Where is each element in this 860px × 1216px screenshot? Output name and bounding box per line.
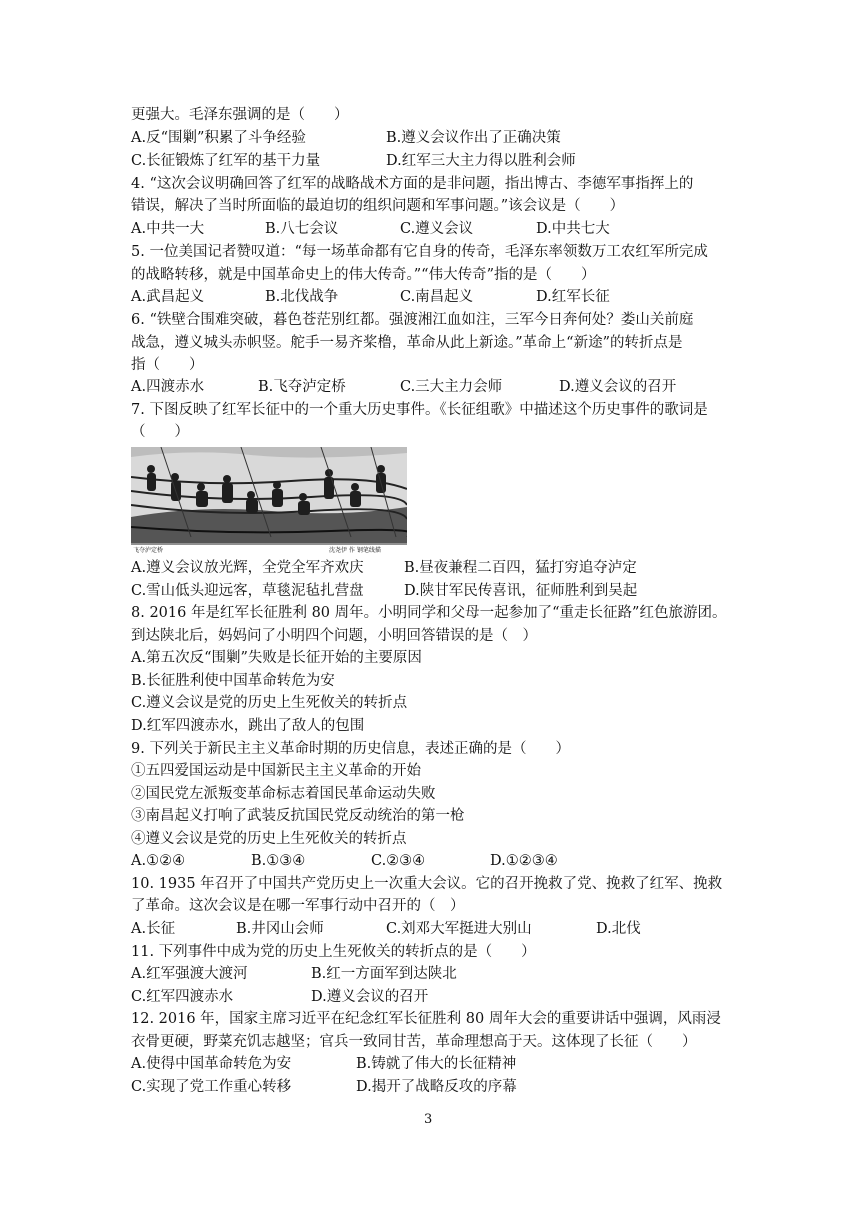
text-line: 到达陕北后，妈妈问了小明四个问题，小明回答错误的是（ ） [131,628,537,644]
question-12: 12. 2016 年，国家主席习近平在纪念红军长征胜利 80 周年大会的重要讲话中强调，风雨浸 [131,1011,721,1027]
option-d: D.揭开了战略反攻的序幕 [356,1079,517,1095]
option-b: B.①③④ [251,853,306,869]
option-c: C.南昌起义 [400,289,474,305]
option-a: A.使得中国革命转危为安 [131,1056,292,1072]
option-b: B.飞夺泸定桥 [258,379,346,395]
option-c: C.红军四渡赤水 [131,989,234,1005]
text-line: 指（ ） [131,357,204,373]
option-a: A.中共一大 [131,221,205,237]
option-c: C.遵义会议是党的历史上生死攸关的转折点 [131,695,408,711]
option-b: B.铸就了伟大的长征精神 [356,1056,517,1072]
option-a: A.四渡赤水 [131,379,205,395]
question-4: 4. “这次会议明确回答了红军的战略战术方面的是非问题，指出博古、李德军事指挥上的 [131,176,694,192]
option-b: B.昼夜兼程二百四，猛打穷追夺泸定 [404,560,637,576]
option-c: C.实现了党工作重心转移 [131,1079,292,1095]
option-a: A.第五次反“围剿”失败是长征开始的主要原因 [131,650,422,666]
luding-bridge-illustration [131,447,407,554]
option-b: B.红一方面军到达陕北 [311,966,457,982]
option-d: D.①②③④ [490,853,558,869]
text-line: 衣骨更硬，野菜充饥志越坚；官兵一致同甘苦，革命理想高于天。这体现了长征（ ） [131,1034,697,1050]
statement-3: ③南昌起义打响了武装反抗国民党反动统治的第一枪 [131,808,465,824]
text-line: 的战略转移，就是中国革命史上的伟大传奇。”“伟大传奇”指的是（ ） [131,267,596,283]
option-d: D.红军四渡赤水，跳出了敌人的包围 [131,718,365,734]
figure-caption-right: 沈尧伊 作 钢笔线描 [329,547,381,554]
option-d: D.遵义会议的召开 [311,989,429,1005]
text-line: 更强大。毛泽东强调的是（ ） [131,107,349,123]
text-line: 战急，遵义城头赤帜竖。舵手一易齐桨橹，革命从此上新途。”革命上“新途”的转折点是 [131,335,683,351]
question-9: 9. 下列关于新民主主义革命时期的历史信息，表述正确的是（ ） [131,741,570,757]
option-d: D.遵义会议的召开 [559,379,677,395]
statement-4: ④遵义会议是党的历史上生死攸关的转折点 [131,831,407,847]
option-c: C.遵义会议 [400,221,474,237]
option-a: A.反“围剿”积累了斗争经验 [131,130,306,146]
question-8: 8. 2016 年是红军长征胜利 80 周年。小明同学和父母一起参加了“重走长征路”红色旅游团。 [131,605,727,621]
figure-caption-left: 飞夺泸定桥 [133,547,164,554]
option-c: C.三大主力会师 [400,379,503,395]
option-d: D.中共七大 [536,221,610,237]
option-a: A.红军强渡大渡河 [131,966,248,982]
option-d: D.北伐 [596,921,641,937]
option-d: D.红军三大主力得以胜利会师 [386,153,576,169]
option-c: C.长征锻炼了红军的基干力量 [131,153,321,169]
option-d: D.红军长征 [536,289,610,305]
question-6: 6. “铁壁合围难突破，暮色苍茫别红都。强渡湘江血如注，三军今日奔何处？娄山关前庭 [131,312,694,328]
page-number: 3 [424,1112,433,1127]
text-line: 了革命。这次会议是在哪一军事行动中召开的（ ） [131,898,465,914]
question-10: 10. 1935 年召开了中国共产党历史上一次重大会议。它的召开挽救了党、挽救了红军、挽救 [131,876,723,892]
question-7: 7. 下图反映了红军长征中的一个重大历史事件。《长征组歌》中描述这个历史事件的歌词是 [131,402,708,418]
option-a: A.①②④ [131,853,186,869]
option-b: B.长征胜利使中国革命转危为安 [131,673,335,689]
option-a: A.长征 [131,921,176,937]
statement-2: ②国民党左派叛变革命标志着国民革命运动失败 [131,786,436,802]
option-b: B.北伐战争 [265,289,339,305]
option-a: A.武昌起义 [131,289,205,305]
option-b: B.井冈山会师 [236,921,324,937]
option-b: B.遵义会议作出了正确决策 [386,130,561,146]
option-c: C.②③④ [371,853,426,869]
option-b: B.八七会议 [265,221,339,237]
text-line: （ ） [131,424,189,440]
question-11: 11. 下列事件中成为党的历史上生死攸关的转折点的是（ ） [131,944,536,960]
statement-1: ①五四爱国运动是中国新民主主义革命的开始 [131,763,421,779]
option-c: C.雪山低头迎远客，草毯泥毡扎营盘 [131,583,364,599]
option-c: C.刘邓大军挺进大别山 [386,921,532,937]
question-5: 5. 一位美国记者赞叹道：“每一场革命都有它自身的传奇，毛泽东率领数万工农红军所完成 [131,244,708,260]
option-d: D.陕甘军民传喜讯，征师胜利到吴起 [404,583,638,599]
option-a: A.遵义会议放光辉，全党全军齐欢庆 [131,560,364,576]
text-line: 错误，解决了当时所面临的最迫切的组织问题和军事问题。”该会议是（ ） [131,198,625,214]
